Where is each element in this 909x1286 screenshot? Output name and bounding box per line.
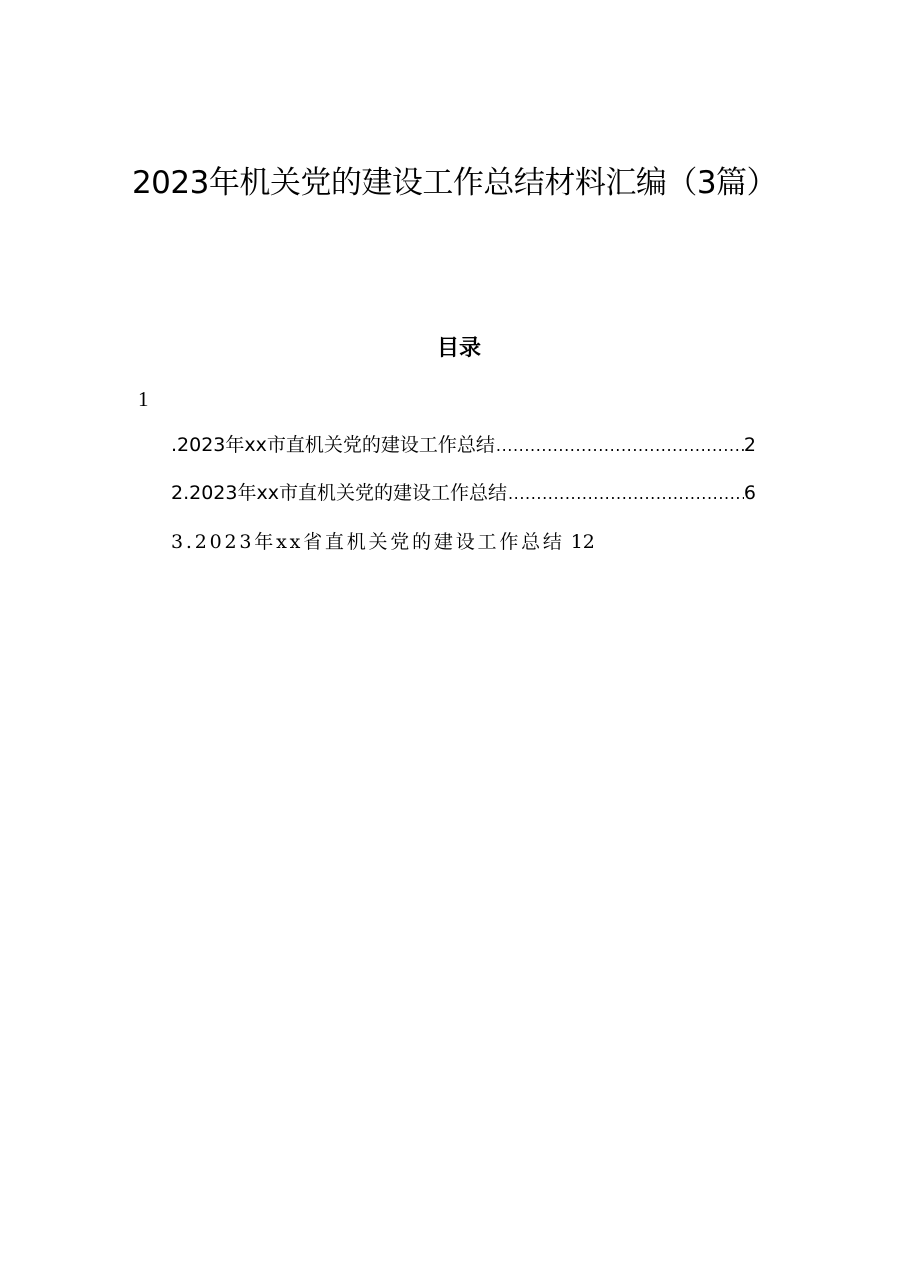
toc-stray-number: 1	[138, 387, 149, 411]
toc-entry-text: .2023年xx市直机关党的建设工作总结	[171, 434, 495, 456]
toc-dot-leader	[495, 432, 744, 460]
toc-entry[interactable]	[171, 431, 756, 460]
toc-dot-leader	[507, 480, 744, 508]
document-title: 2023年机关党的建设工作总结材料汇编（3篇）	[131, 165, 778, 201]
toc-page-number: 6	[743, 482, 756, 504]
toc-page-number: 12	[570, 531, 595, 553]
toc-entry-text: 3.2023年xx省直机关党的建设工作总结	[171, 531, 565, 553]
toc-page-number: 2	[743, 434, 756, 456]
toc-entry[interactable]	[171, 479, 756, 508]
toc-entry[interactable]	[171, 528, 595, 556]
toc-entry-text: 2.2023年xx市直机关党的建设工作总结	[171, 482, 507, 504]
toc-heading: 目录	[436, 335, 481, 361]
